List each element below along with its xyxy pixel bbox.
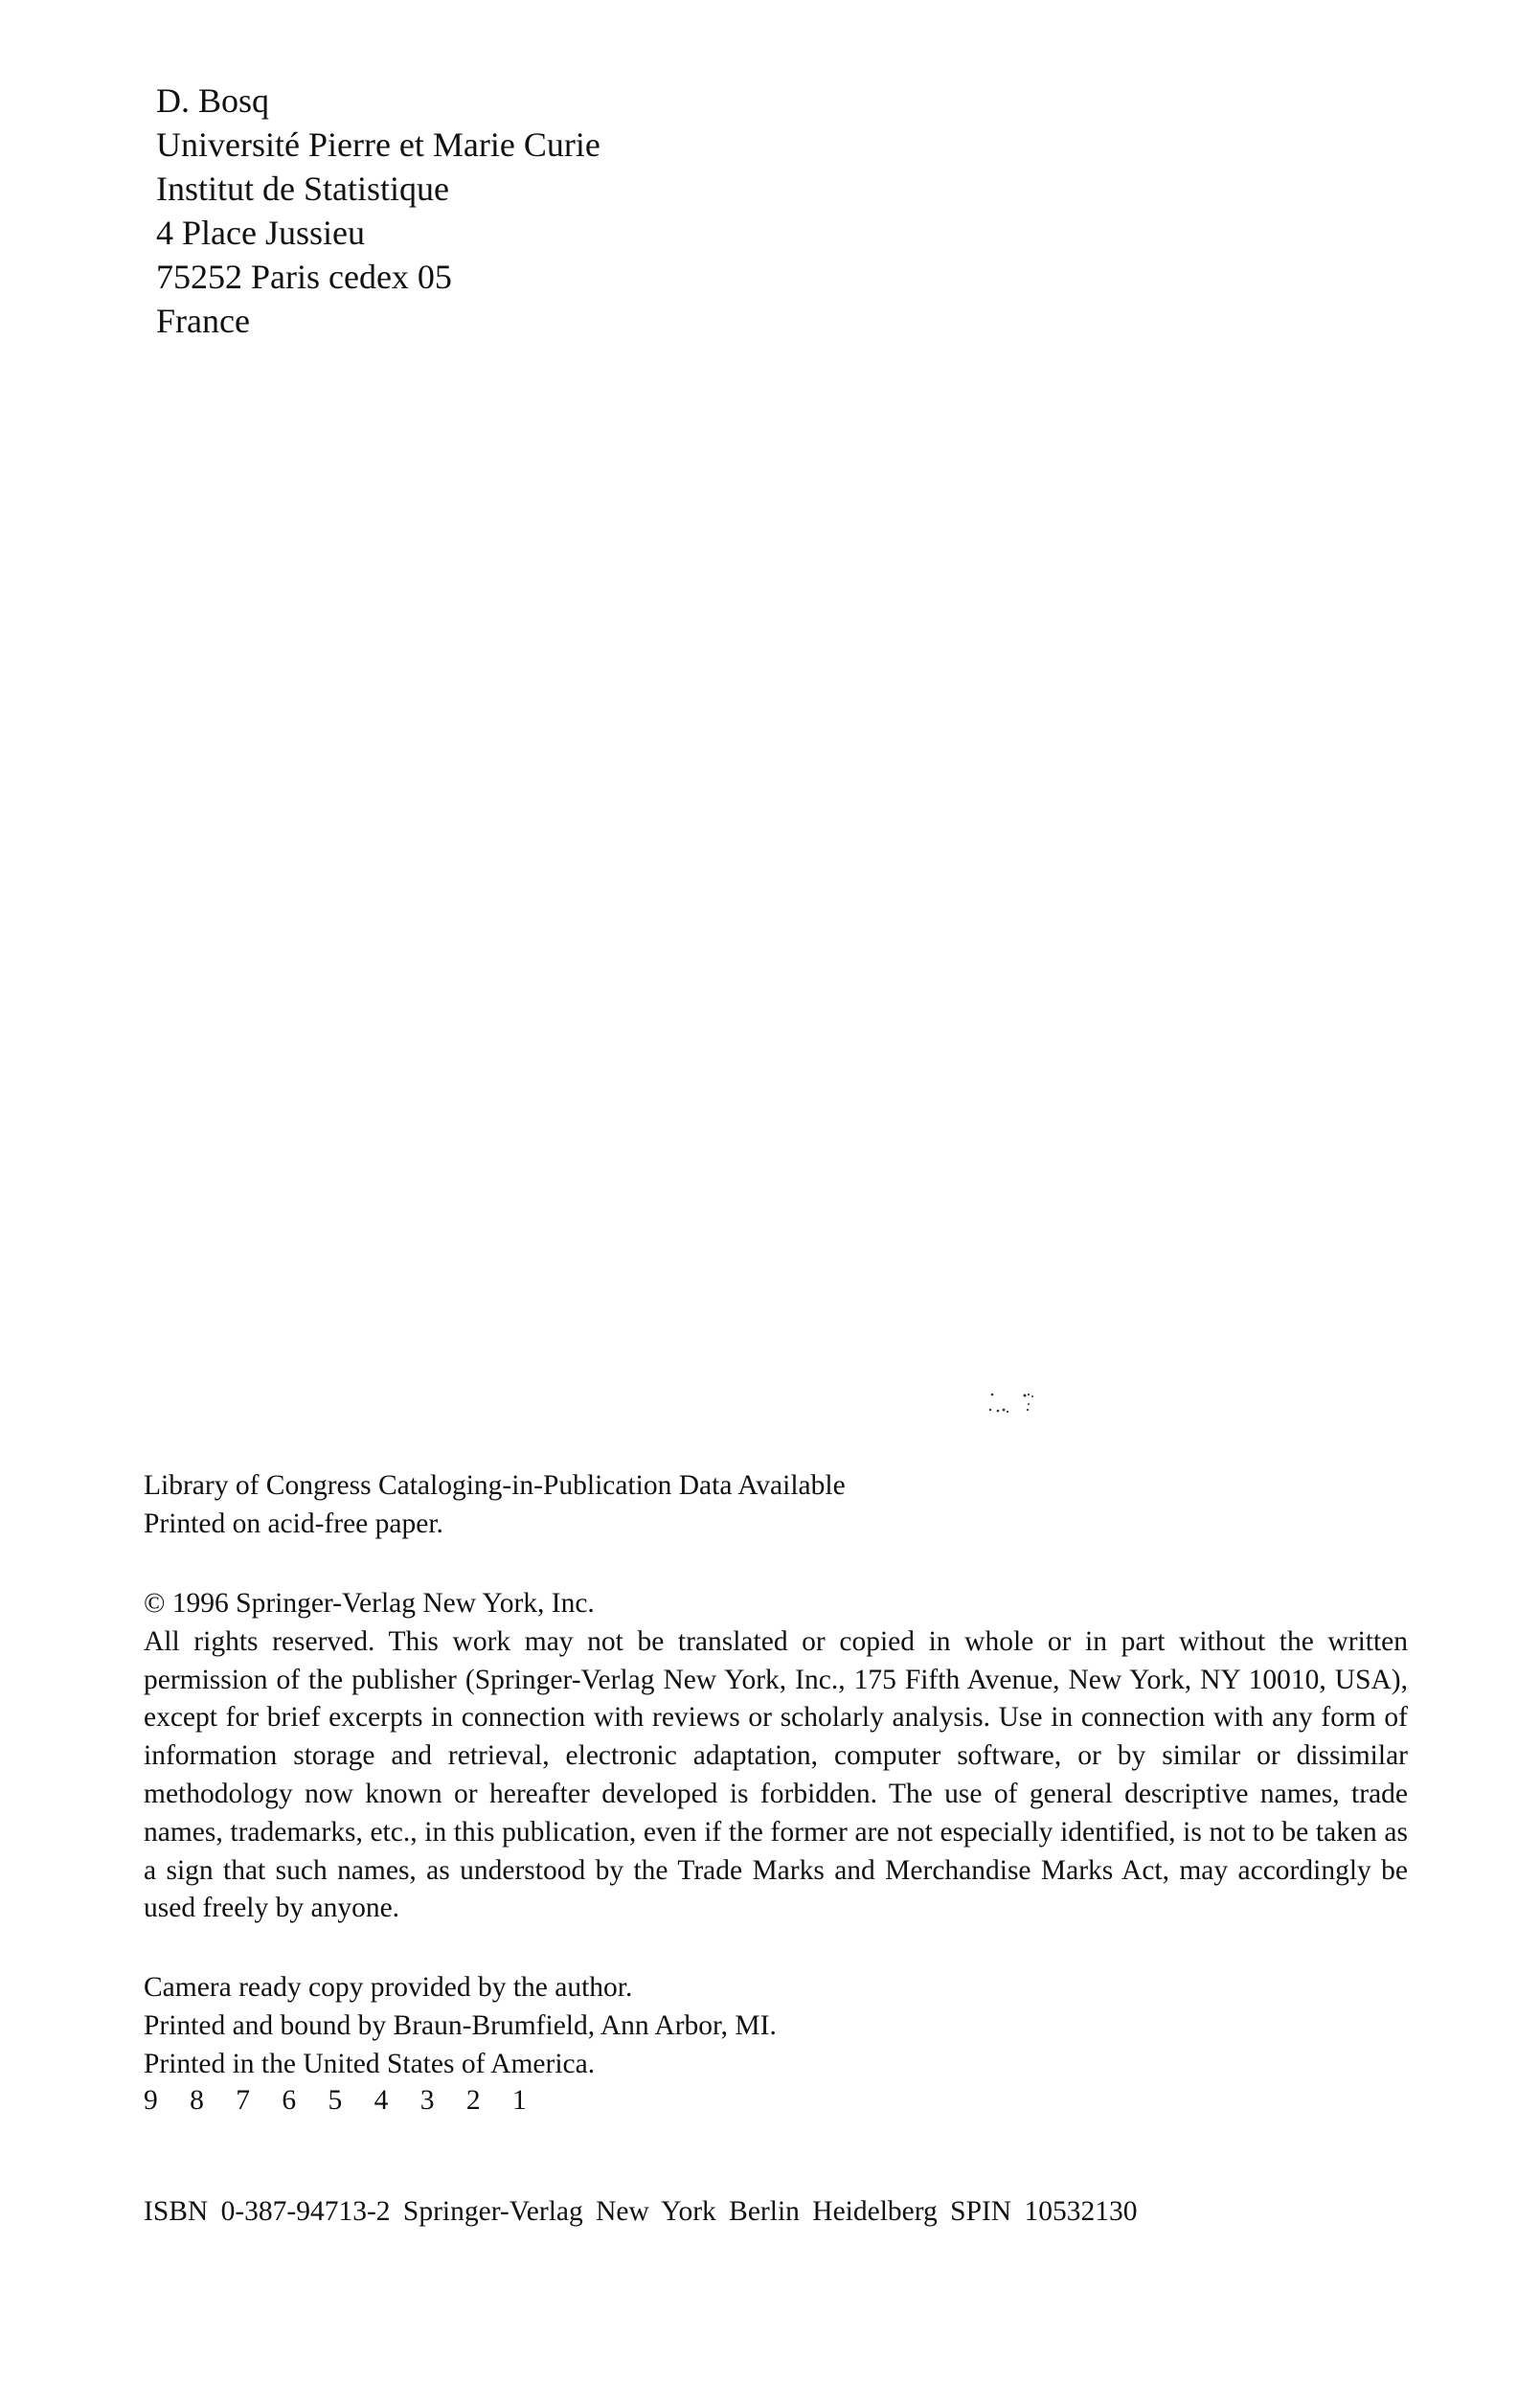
camera-ready-line: Camera ready copy provided by the author.: [144, 1972, 633, 2003]
author-street: 4 Place Jussieu: [156, 214, 365, 252]
scan-speck-marks: [986, 1391, 1053, 1421]
copyright-notice: © 1996 Springer-Verlag New York, Inc.: [144, 1588, 595, 1619]
printer-binder-line: Printed and bound by Braun-Brumfield, Ann Arbor, MI.: [144, 2009, 777, 2041]
author-institute: Institut de Statistique: [156, 170, 449, 208]
copyright-section: [144, 1585, 1408, 1928]
rights-statement: All rights reserved. This work may not be translated or copied in whole or in part without the written permission of the publisher (Springer-Verlag New York, Inc., 175 Fifth Avenue, New York, NY 10010, USA), except for brief excerpts in connection with reviews or scholarly analysis. Use in connection with any form of information storage and retrieval, electronic adaptation, computer software, or by similar or dissimilar methodology now known or hereafter developed is forbidden. The use of general descriptive names, trade names, trademarks, etc., in this publication, even if the former are not especially identified, is not to be taken as a sign that such names, as understood by the Trade Marks and Merchandise Marks Act, may accordingly be used freely by anyone.: [144, 1625, 1408, 1924]
author-name: D. Bosq: [156, 81, 270, 120]
production-notes: [144, 1969, 1408, 2083]
author-university: Université Pierre et Marie Curie: [156, 125, 600, 164]
acid-free-line: Printed on acid-free paper.: [144, 1508, 443, 1539]
cip-data-line: Library of Congress Cataloging-in-Publication Data Available: [144, 1470, 846, 1501]
author-city: 75252 Paris cedex 05: [156, 258, 452, 296]
country-of-printing-line: Printed in the United States of America.: [144, 2048, 596, 2079]
isbn-line: ISBN 0-387-94713-2 Springer-Verlag New York Berlin Heidelberg SPIN 10532130: [144, 2196, 1138, 2227]
printing-number-line: 9 8 7 6 5 4 3 2 1: [144, 2085, 539, 2116]
author-country: France: [156, 302, 250, 340]
cataloging-notice: [144, 1467, 1408, 1544]
author-address: [156, 79, 600, 343]
